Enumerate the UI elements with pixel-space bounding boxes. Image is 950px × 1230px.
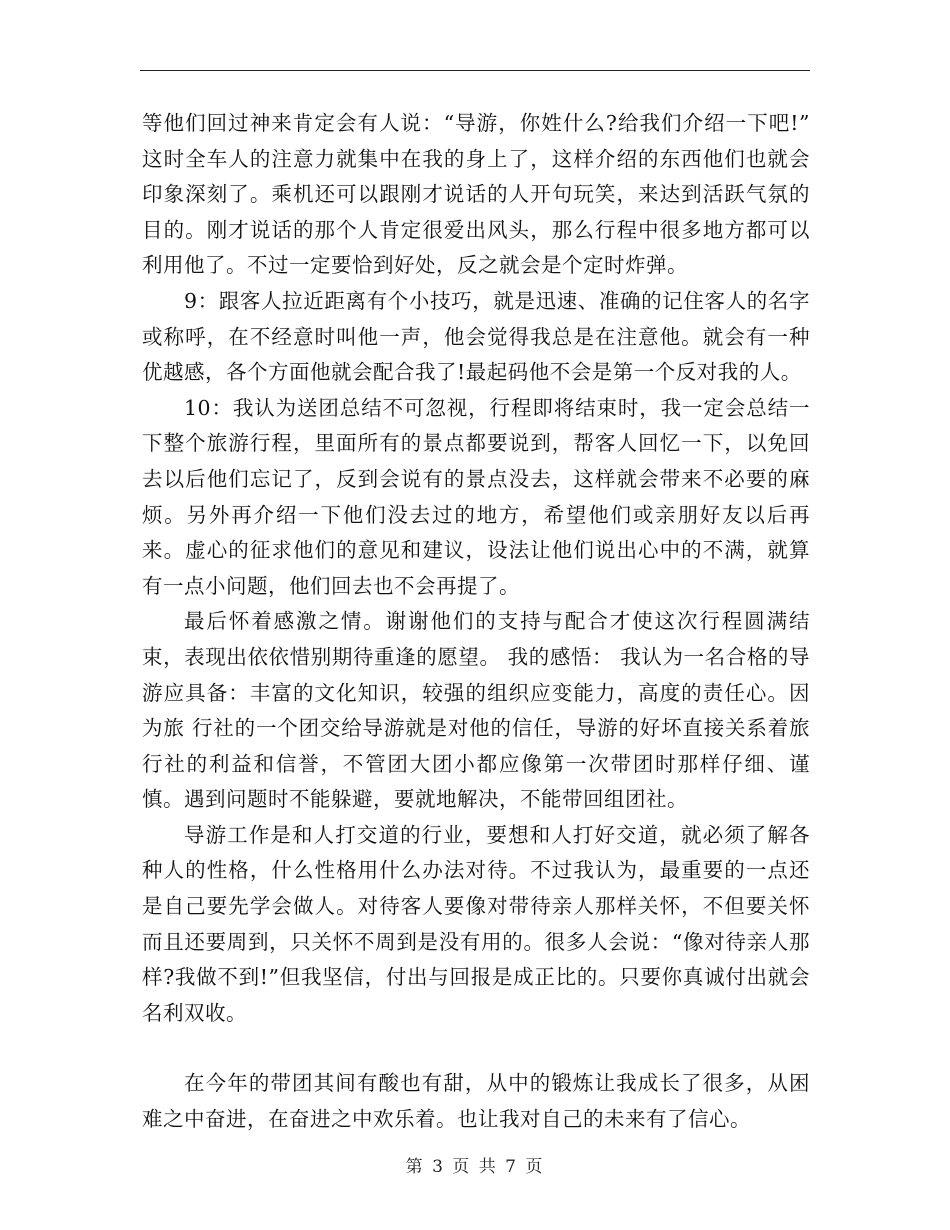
paragraph-guide-work: 导游工作是和人打交道的行业，要想和人打好交道，就必须了解各种人的性格，什么性格用什么办法对待。不过我认为，最重要的一点还是自己要先学会做人。对待客人要像对带待亲人那样关怀，不但要关怀而且还要周到，只关怀不周到是没有用的。很多人会说：“像对待亲人那样?我做不到!”但我坚信，付出与回报是成正比的。只要你真诚付出就会名利双收。 [142,822,810,1025]
paragraph-gap [142,1031,810,1066]
paragraph-tip-9: 9：跟客人拉近距离有个小技巧，就是迅速、准确的记住客人的名字或称呼，在不经意时叫他一声，他会觉得我总是在注意他。就会有一种优越感，各个方面他就会配合我了!最起码他不会是第一个反对我的人。 [142,288,810,385]
document-body [142,106,810,1138]
paragraph-conclusion: 在今年的带团其间有酸也有甜，从中的锻炼让我成长了很多，从困难之中奋进，在奋进之中欢乐着。也让我对自己的未来有了信心。 [142,1071,810,1132]
page-number: 第 3 页 共 7 页 [405,1157,545,1177]
paragraph-intro-continuation: 等他们回过神来肯定会有人说：“导游，你姓什么?给我们介绍一下吧!” 这时全车人的注意力就集中在我的身上了，这样介绍的东西他们也就会印象深刻了。乘机还可以跟刚才说话的人开句玩笑，来达到活跃气氛的目的。刚才说话的那个人肯定很爱出风头，那么行程中很多地方都可以利用他了。不过一定要恰到好处，反之就会是个定时炸弹。 [142,111,810,278]
paragraph-reflection: 最后怀着感激之情。谢谢他们的支持与配合才使这次行程圆满结束，表现出依依惜别期待重逢的愿望。 我的感悟： 我认为一名合格的导游应具备：丰富的文化知识，较强的组织应变能力，高度的责任心。因为旅 行社的一个团交给导游就是对他的信任，导游的好坏直接关系着旅行社的利益和信誉，不管团大团小都应像第一次带团时那样仔细、谨慎。遇到问题时不能躲避，要就地解决，不能带回组团社。 [142,609,810,812]
paragraph-tip-10: 10：我认为送团总结不可忽视，行程即将结束时，我一定会总结一下整个旅游行程，里面所有的景点都要说到，帮客人回忆一下，以免回去以后他们忘记了，反到会说有的景点没去，这样就会带来不必要的麻烦。另外再介绍一下他们没去过的地方，希望他们或亲朋好友以后再来。虚心的征求他们的意见和建议，设法让他们说出心中的不满，就算有一点小问题，他们回去也不会再提了。 [142,395,810,598]
header-rule [140,70,810,71]
